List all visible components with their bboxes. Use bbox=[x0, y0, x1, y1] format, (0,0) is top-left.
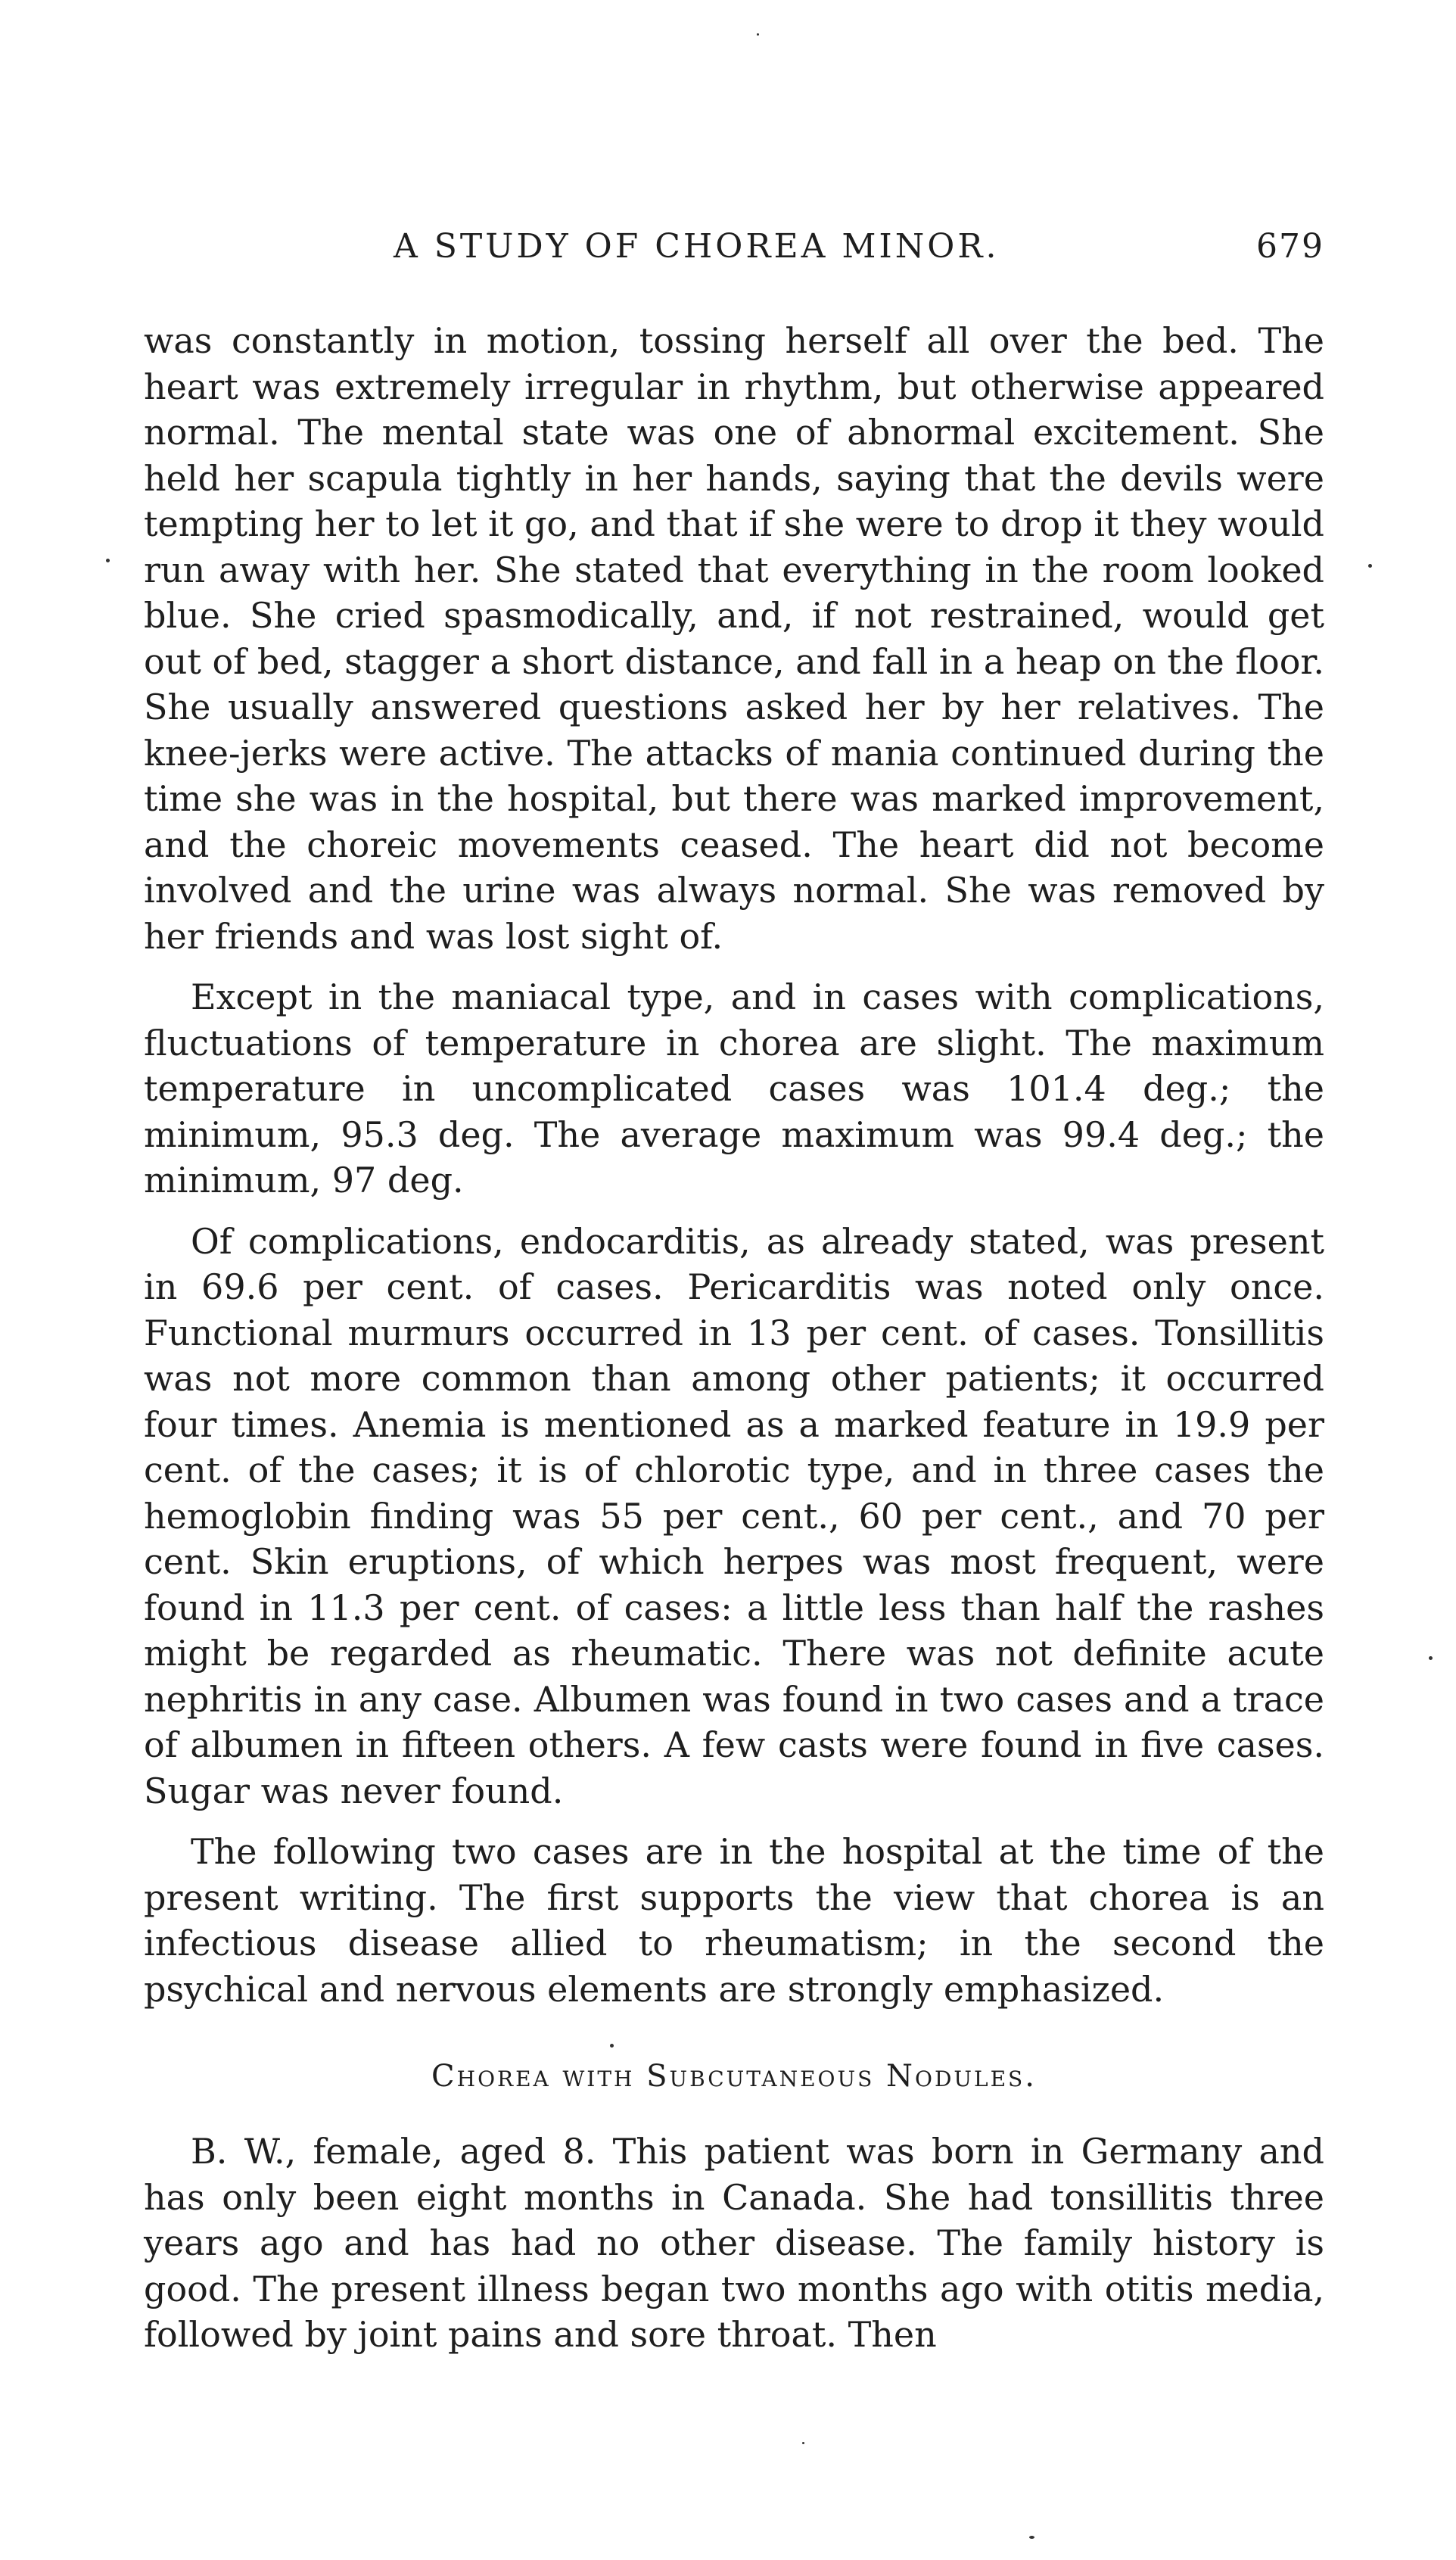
scan-speck bbox=[1368, 564, 1372, 568]
scan-speck bbox=[1029, 2536, 1034, 2539]
running-title: A STUDY OF CHOREA MINOR. bbox=[394, 227, 1000, 266]
scan-speck bbox=[1429, 1656, 1433, 1660]
scan-speck bbox=[610, 2044, 614, 2048]
section-heading: Chorea with Subcutaneous Nodules. bbox=[431, 2059, 1037, 2094]
paragraph-complications: Of complications, endocarditis, as already stated, was present in 69.6 per cent. of cases. Pericarditis was noted only once. Functional murmurs occurred in 13 per cent. of cases. Tonsillitis was not more common than among other patients; it occurred four times. Anemia is mentioned as a marked feature in 19.9 per cent. of the cases; it is of chlorotic type, and in three cases the hemoglobin finding was 55 per cent., 60 per cent., and 70 per cent. Skin eruptions, of which herpes was most frequent, were found in 11.3 per cent. of cases: a little less than half the rashes might be regarded as rheumatic. There was not definite acute nephritis in any case. Albumen was found in two cases and a trace of albumen in fifteen others. A few casts were found in five cases. Sugar was never found. bbox=[144, 1220, 1324, 1811]
scan-speck bbox=[106, 559, 110, 562]
paragraph-temperature: Except in the maniacal type, and in cases with complications, fluctuations of temperature in chorea are slight. The maximum temperature in uncomplicated cases was 101.4 deg.; the minimum, 95.3 deg. The average maximum was 99.4 deg.; the minimum, 97 deg. bbox=[144, 976, 1324, 1201]
scan-speck bbox=[757, 33, 759, 36]
page-body bbox=[144, 318, 1324, 2358]
scan-speck bbox=[802, 2442, 804, 2444]
page-number: 679 bbox=[1256, 227, 1324, 266]
paragraph-continued: was constantly in motion, tossing herself all over the bed. The heart was extremely irregular in rhythm, but otherwise appeared normal. The mental state was one of abnormal excitement. She held her scapula tightly in her hands, saying that the devils were tempting her to let it go, and that if she were to drop it they would run away with her. She stated that everything in the room looked blue. She cried spasmodically, and, if not restrained, would get out of bed, stagger a short distance, and fall in a heap on the floor. She usually answered questions asked her by her relatives. The knee-jerks were active. The attacks of mania continued during the time she was in the hospital, but there was marked improvement, and the choreic movements ceased. The heart did not become involved and the urine was always normal. She was removed by her friends and was lost sight of. bbox=[144, 320, 1324, 957]
running-header bbox=[144, 227, 1324, 273]
paragraph-case-report: B. W., female, aged 8. This patient was born in Germany and has only been eight months in Canada. She had tonsillitis three years ago and has had no other disease. The family history is good. The present illness began two months ago with otitis media, followed by joint pains and sore throat. Then bbox=[144, 2131, 1324, 2355]
paragraph-following-cases: The following two cases are in the hospital at the time of the present writing. The first supports the view that chorea is an infectious disease allied to rheumatism; in the second the psychical and nervous elements are strongly emphasized. bbox=[144, 1831, 1324, 2010]
